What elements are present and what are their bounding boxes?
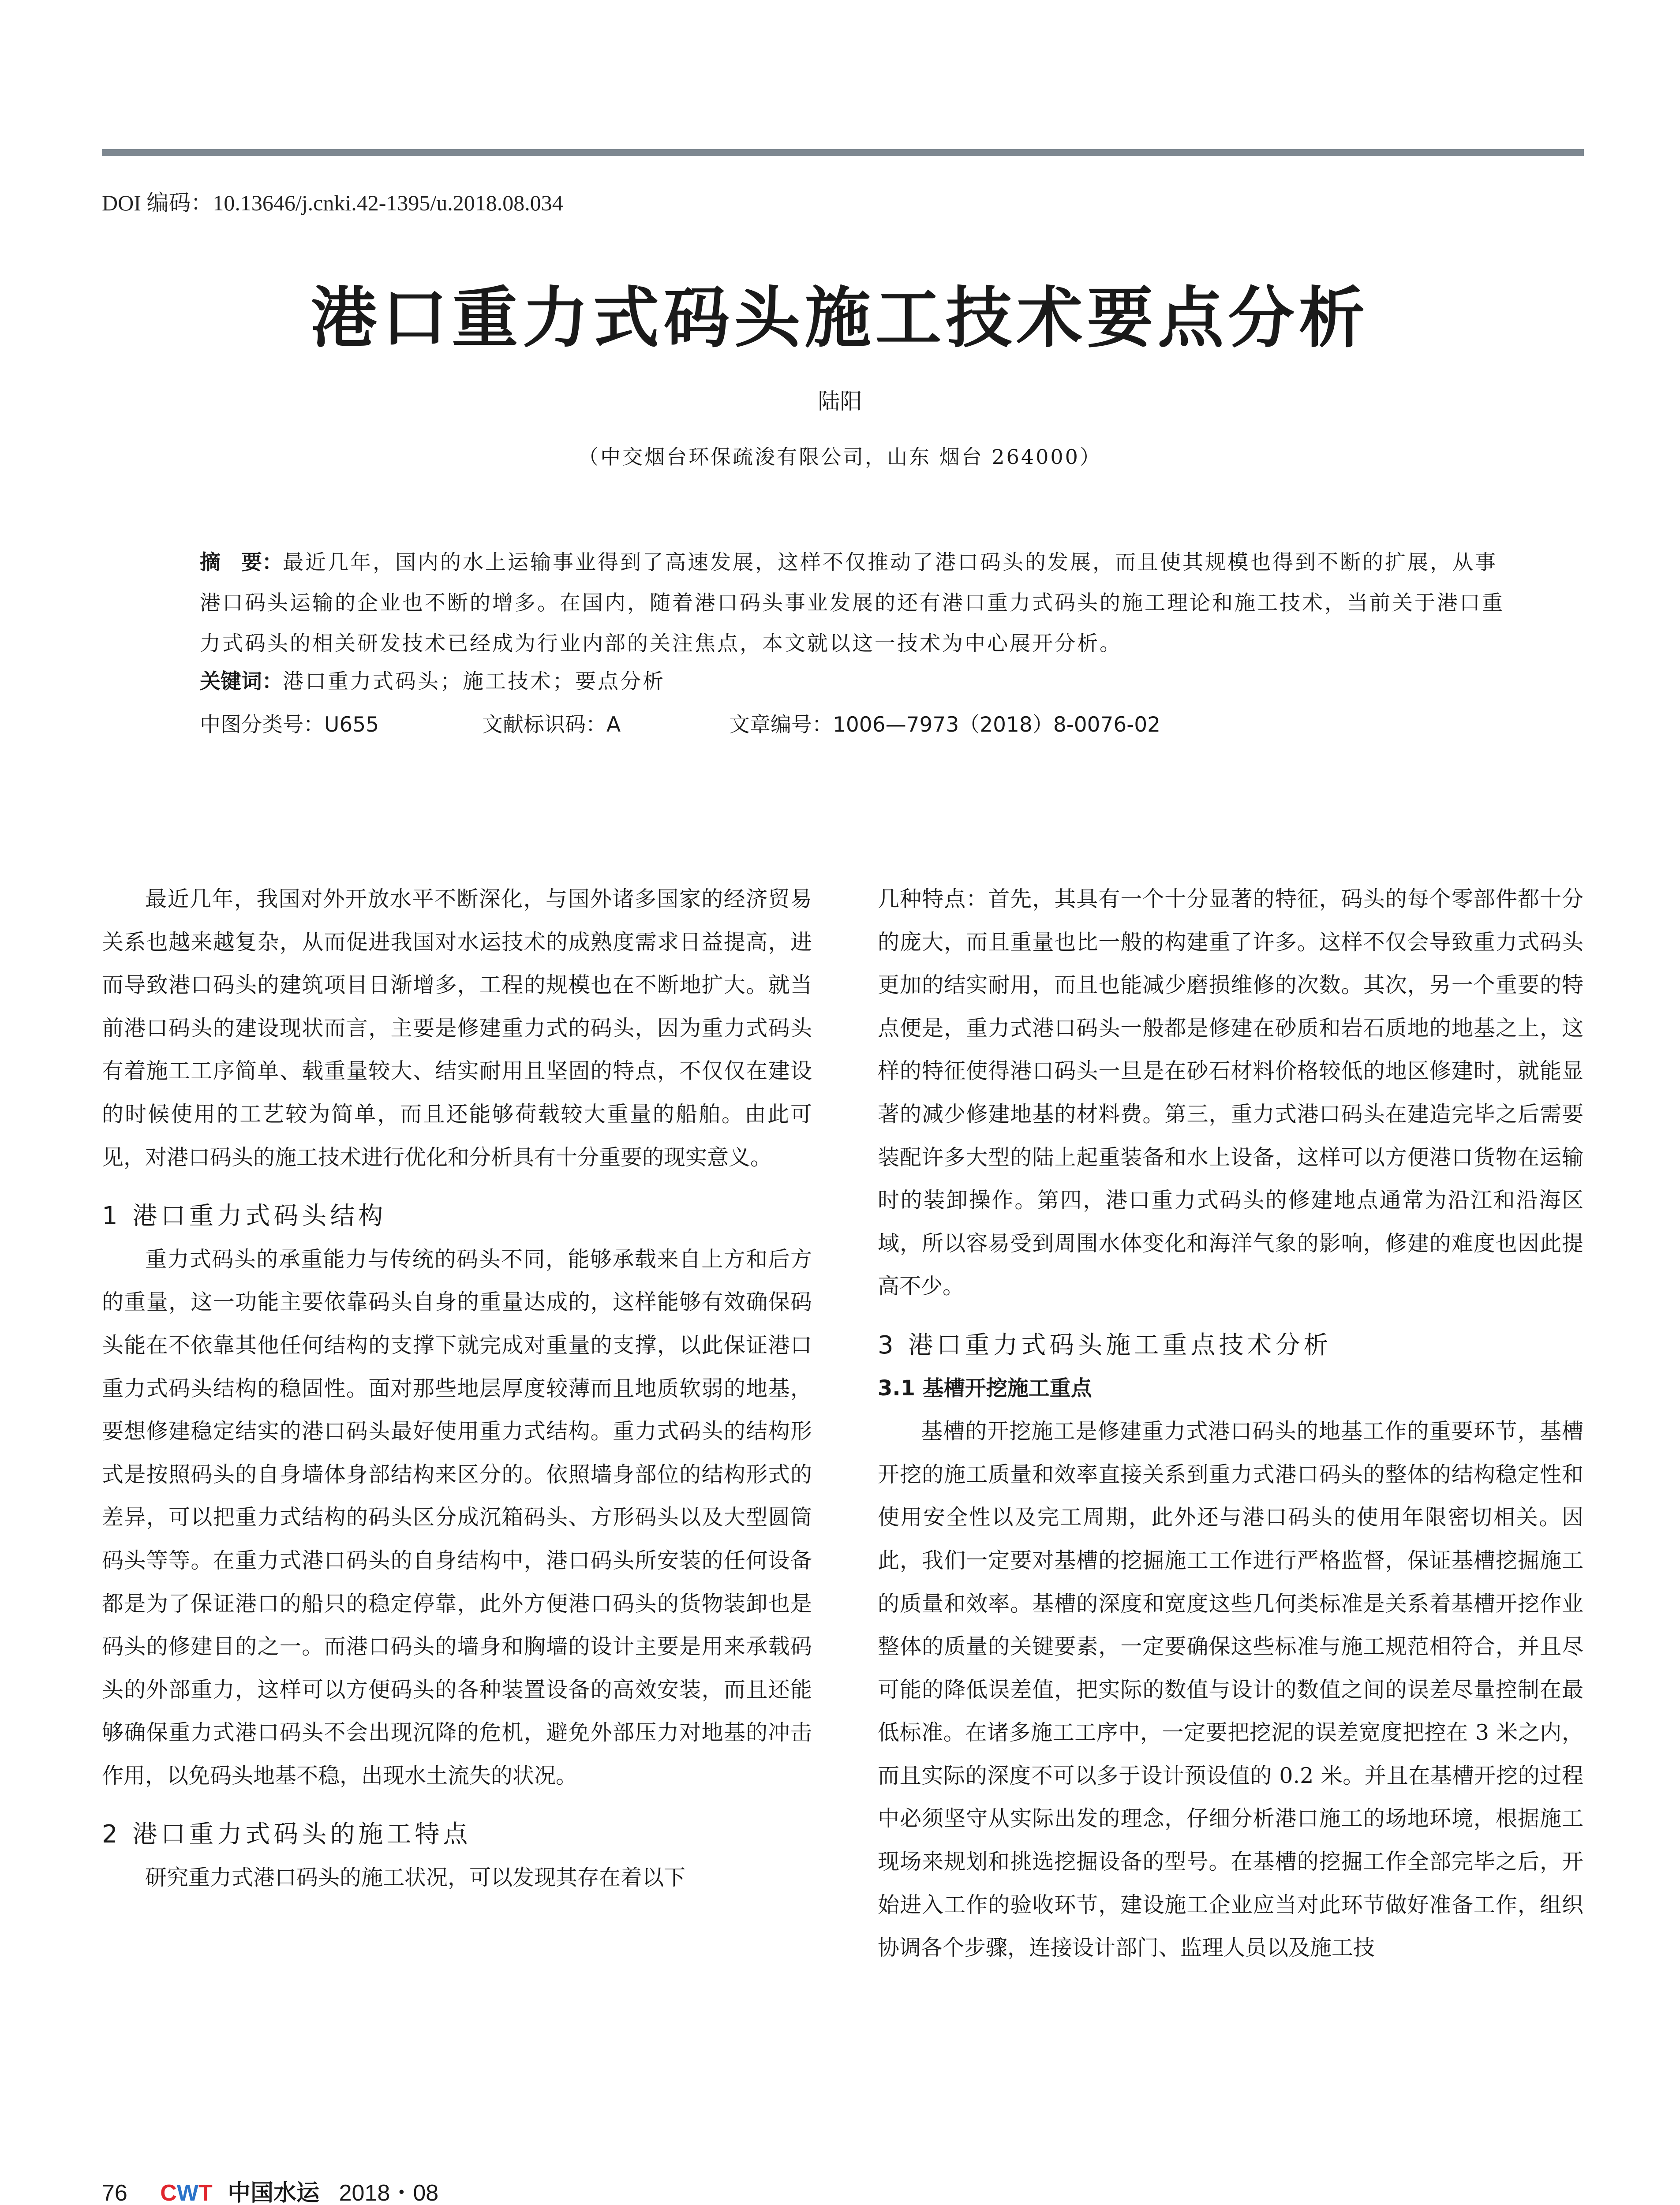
section-2-paragraph: 研究重力式港口码头的施工状况，可以发现其存在着以下 bbox=[145, 1865, 686, 1891]
abstract-label: 摘 要： bbox=[200, 550, 283, 575]
section-heading-3: 3 港口重力式码头施工重点技术分析 bbox=[878, 1330, 1332, 1360]
keywords bbox=[200, 665, 1505, 695]
section-heading-2: 2 港口重力式码头的施工特点 bbox=[102, 1820, 471, 1849]
affiliation: （中交烟台环保疏浚有限公司，山东 烟台 264000） bbox=[578, 445, 1102, 469]
keywords-label: 关键词： bbox=[200, 669, 283, 694]
cwt-logo: CWT bbox=[160, 2180, 213, 2205]
header-rule bbox=[102, 149, 1584, 156]
doi-line: DOI 编码：10.13646/j.cnki.42-1395/u.2018.08.034 bbox=[102, 191, 563, 215]
section-1-paragraph: 重力式码头的承重能力与传统的码头不同，能够承载来自上方和后方的重量，这一功能主要依靠码头自身的重量达成的，这样能够有效确保码头能在不依靠其他任何结构的支撑下就完成对重量的支撑，以此保证港口重力式码头结构的稳固性。面对那些地层厚度较薄而且地质软弱的地基，要想修建稳定结实的港口码头最好使用重力式结构。重力式码头的结构形式是按照码头的自身墙体身部结构来区分的。依照墙身部位的结构形式的差异，可以把重力式结构的码头区分成沉箱码头、方形码头以及大型圆筒码头等等。在重力式港口码头的自身结构中，港口码头所安装的任何设备都是为了保证港口的船只的稳定停靠，此外方便港口码头的货物装卸也是码头的修建目的之一。而港口码头的墙身和胸墙的设计主要是用来承载码头的外部重力，这样可以方便码头的各种装置设备的高效安装，而且还能够确保重力式港口码头不会出现沉降的危机，避免外部压力对地基的冲击作用，以免码头地基不稳，出现水土流失的状况。 bbox=[102, 1246, 812, 1788]
page-number: 76 bbox=[102, 2180, 127, 2205]
magazine-name: 中国水运 bbox=[228, 2179, 320, 2205]
document-code: 文献标识码：A bbox=[482, 713, 621, 737]
abstract-text: 最近几年，国内的水上运输事业得到了高速发展，这样不仅推动了港口码头的发展，而且使其规模也得到不断的扩展，从事港口码头运输的企业也不断的增多。在国内，随着港口码头事业发展的还有港口重力式码头的施工理论和施工技术，当前关于港口重力式码头的相关研发技术已经成为行业内部的关注焦点，本文就以这一技术为中心展开分析。 bbox=[200, 550, 1504, 656]
issue-date: 2018・08 bbox=[339, 2180, 439, 2205]
abstract bbox=[200, 542, 1505, 664]
clc-number: 中图分类号：U655 bbox=[200, 713, 379, 737]
keywords-text: 港口重力式码头；施工技术；要点分析 bbox=[283, 669, 665, 694]
paper-title: 港口重力式码头施工技术要点分析 bbox=[311, 279, 1369, 357]
subsection-3-1-paragraph: 基槽的开挖施工是修建重力式港口码头的地基工作的重要环节，基槽开挖的施工质量和效率直接关系到重力式港口码头的整体的结构稳定性和使用安全性以及完工周期，此外还与港口码头的使用年限密切相关。因此，我们一定要对基槽的挖掘施工工作进行严格监督，保证基槽挖掘施工的质量和效率。基槽的深度和宽度这些几何类标准是关系着基槽开挖作业整体的质量的关键要素，一定要确保这些标准与施工规范相符合，并且尽可能的降低误差值，把实际的数值与设计的数值之间的误差尽量控制在最低标准。在诸多施工工序中，一定要把挖泥的误差宽度把控在 3 米之内，而且实际的深度不可以多于设计预设值的 0.2 米。并且在基槽开挖的过程中必须坚守从实际出发的理念，仔细分析港口施工的场地环境，根据施工现场来规划和挑选挖掘设备的型号。在基槽的挖掘工作全部完毕之后，开始进入工作的验收环节，建设施工企业应当对此环节做好准备工作，组织协调各个步骤，连接设计部门、监理人员以及施工技 bbox=[878, 1419, 1583, 1961]
section-2-continued: 几种特点：首先，其具有一个十分显著的特征，码头的每个零部件都十分的庞大，而且重量也比一般的构建重了许多。这样不仅会导致重力式码头更加的结实耐用，而且也能减少磨损维修的次数。其次，另一个重要的特点便是，重力式港口码头一般都是修建在砂质和岩石质地的地基之上，这样的特征使得港口码头一旦是在砂石材料价格较低的地区修建时，就能显著的减少修建地基的材料费。第三，重力式港口码头在建造完毕之后需要装配许多大型的陆上起重装备和水上设备，这样可以方便港口货物在运输时的装卸操作。第四，港口重力式码头的修建地点通常为沿江和沿海区域，所以容易受到周围水体变化和海洋气象的影响，修建的难度也因此提高不少。 bbox=[878, 886, 1583, 1299]
page-footer bbox=[102, 2174, 438, 2205]
intro-paragraph: 最近几年，我国对外开放水平不断深化，与国外诸多国家的经济贸易关系也越来越复杂，从而促进我国对水运技术的成熟度需求日益提高，进而导致港口码头的建筑项目日渐增多，工程的规模也在不断地扩大。就当前港口码头的建设现状而言，主要是修建重力式的码头，因为重力式码头有着施工工序简单、载重量较大、结实耐用且坚固的特点，不仅仅在建设的时候使用的工艺较为简单，而且还能够荷载较大重量的船舶。由此可见，对港口码头的施工技术进行优化和分析具有十分重要的现实意义。 bbox=[102, 886, 812, 1170]
subsection-heading-3-1: 3.1 基槽开挖施工重点 bbox=[878, 1375, 1092, 1401]
right-column bbox=[878, 878, 1583, 1970]
classification-line bbox=[200, 708, 1505, 738]
left-column bbox=[102, 878, 812, 1899]
section-heading-1: 1 港口重力式码头结构 bbox=[102, 1202, 387, 1231]
author-name: 陆阳 bbox=[818, 389, 862, 414]
article-number: 文章编号：1006—7973（2018）8-0076-02 bbox=[729, 713, 1161, 737]
